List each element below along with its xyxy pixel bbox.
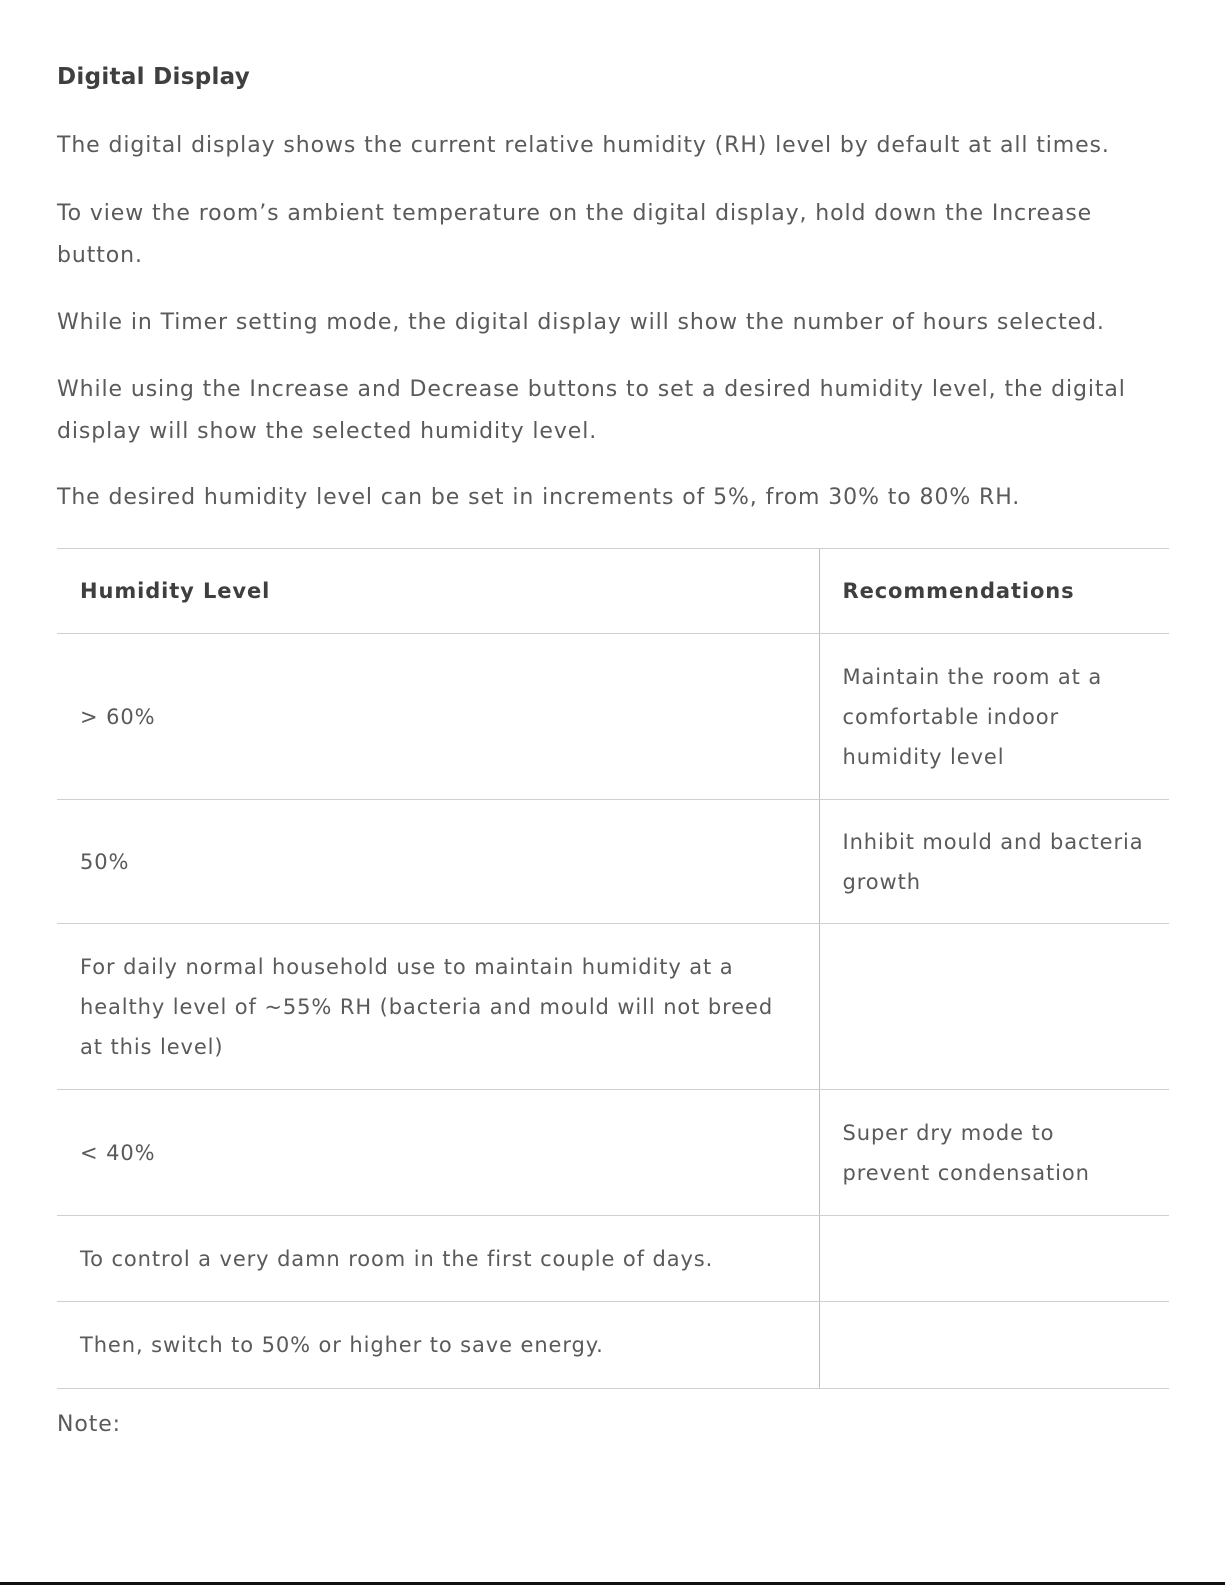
column-header-humidity-level: Humidity Level	[57, 549, 819, 634]
recommendation-cell: Maintain the room at a comfortable indoor humidity level	[819, 634, 1169, 800]
humidity-level-cell: < 40%	[57, 1090, 819, 1216]
table-row	[57, 1090, 1169, 1216]
note-label: Note:	[57, 1412, 121, 1437]
humidity-level-cell: To control a very damn room in the first couple of days.	[57, 1216, 819, 1302]
recommendation-cell	[819, 1302, 1169, 1389]
recommendation-cell: Super dry mode to prevent condensation	[819, 1090, 1169, 1216]
paragraph-increments: The desired humidity level can be set in increments of 5%, from 30% to 80% RH.	[57, 485, 1021, 510]
paragraph-timer-mode: While in Timer setting mode, the digital display will show the number of hours selected.	[57, 310, 1105, 335]
table-row	[57, 800, 1169, 924]
recommendation-cell	[819, 924, 1169, 1090]
table-row	[57, 1302, 1169, 1389]
recommendation-cell: Inhibit mould and bacteria growth	[819, 800, 1169, 924]
section-title: Digital Display	[57, 64, 251, 90]
table-row	[57, 1216, 1169, 1302]
table-header-row	[57, 549, 1169, 634]
humidity-recommendations-table	[57, 548, 1169, 1389]
table-row	[57, 634, 1169, 800]
humidity-level-cell: > 60%	[57, 634, 819, 800]
humidity-level-cell: For daily normal household use to maintain humidity at a healthy level of ~55% RH (bacteria and mould will not breed at this level)	[57, 924, 819, 1090]
recommendation-cell	[819, 1216, 1169, 1302]
paragraph-set-humidity: While using the Increase and Decrease buttons to set a desired humidity level, the digital display will show the selected humidity level.	[57, 377, 1126, 444]
paragraph-ambient-temperature: To view the room’s ambient temperature on the digital display, hold down the Increase button.	[57, 201, 1093, 268]
paragraph-default-display: The digital display shows the current relative humidity (RH) level by default at all times.	[57, 133, 1110, 158]
humidity-level-cell: Then, switch to 50% or higher to save energy.	[57, 1302, 819, 1389]
table-row	[57, 924, 1169, 1090]
column-header-recommendations: Recommendations	[819, 549, 1169, 634]
humidity-level-cell: 50%	[57, 800, 819, 924]
